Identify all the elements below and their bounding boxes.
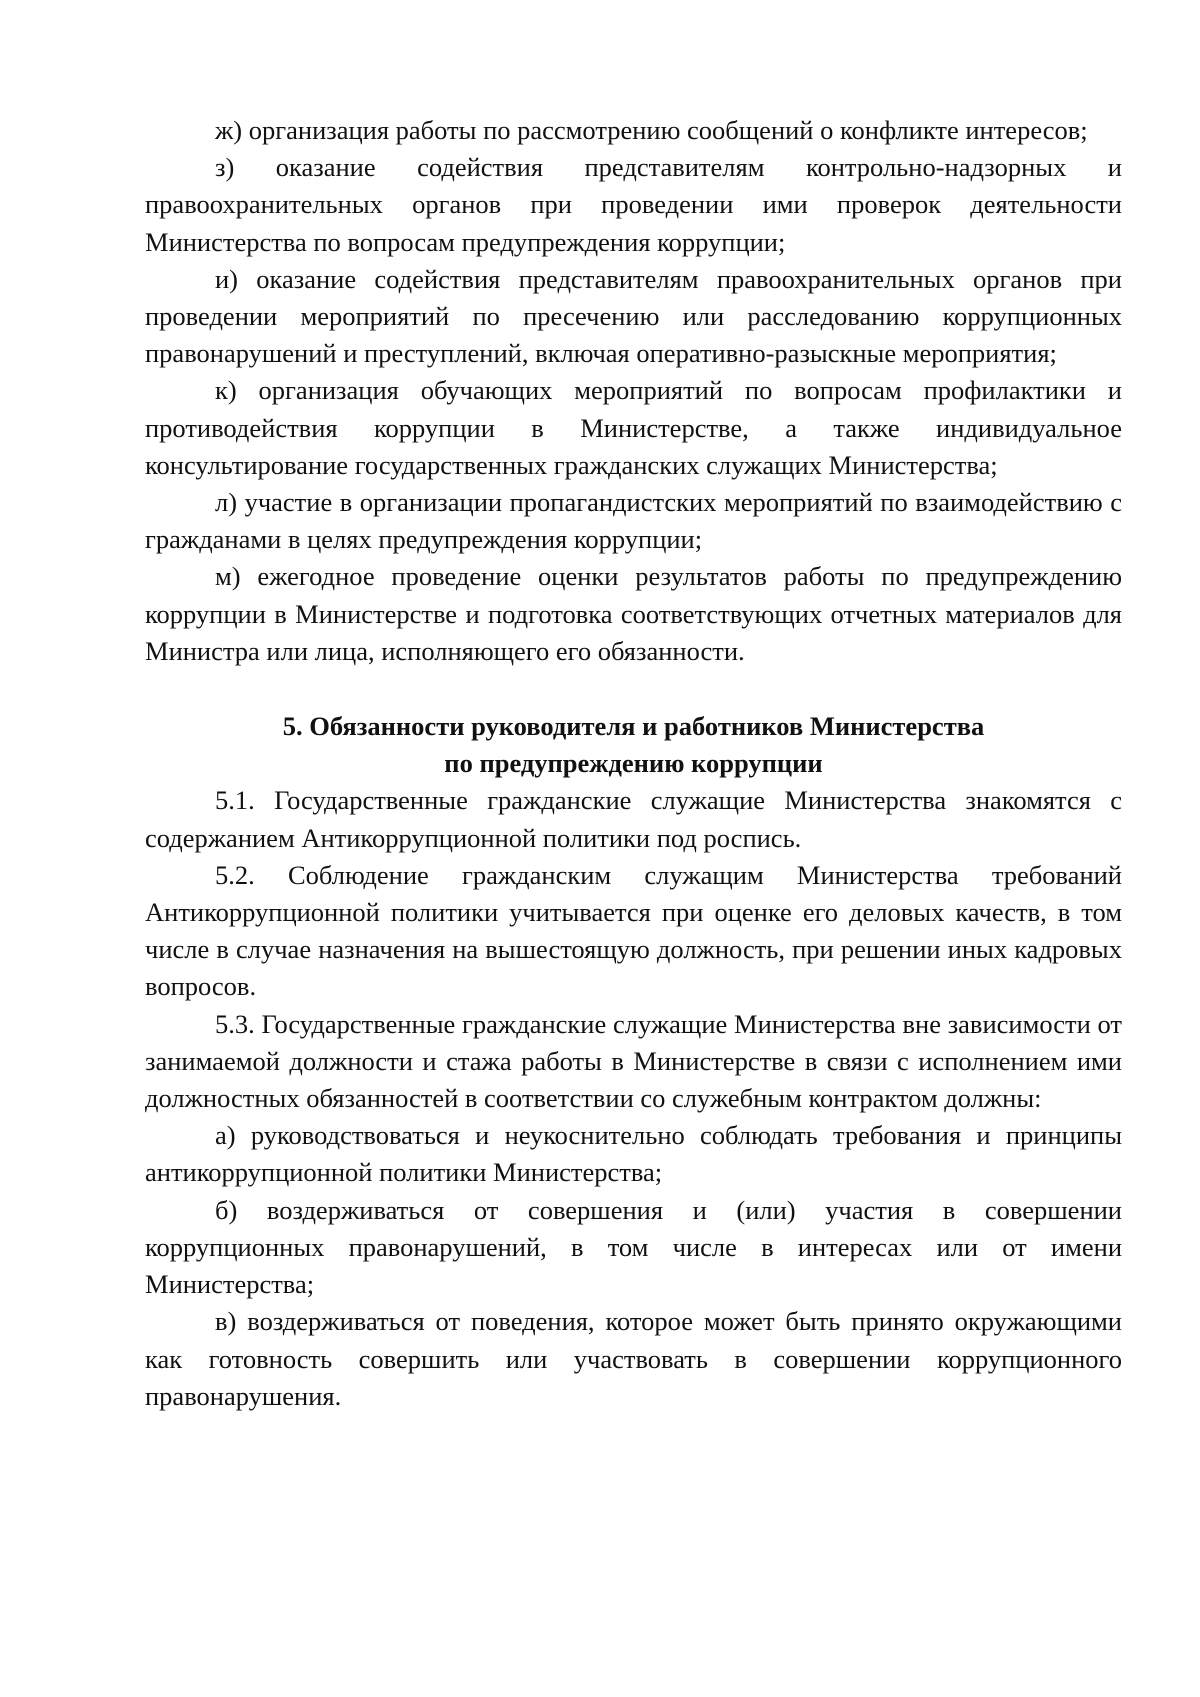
section-5-heading [145, 708, 1122, 782]
list-item-v: в) воздерживаться от поведения, которое может быть принято окружающими как готовность совершить или участвовать в совершении коррупционного правонарушения. [145, 1306, 1122, 1411]
paragraph-5-3: 5.3. Государственные гражданские служащие Министерства вне зависимости от занимаемой должности и стажа работы в Министерстве в связи с исполнением ими должностных обязанностей в соответствии со служебным контрактом должны: [145, 1008, 1122, 1114]
paragraph-5-2: 5.2. Соблюдение гражданским служащим Министерства требований Антикоррупционной политики учитывается при оценке его деловых качеств, в том числе в случае назначения на вышестоящую должность, при решении иных кадровых вопросов. [145, 859, 1122, 1002]
list-item-k: к) организация обучающих мероприятий по вопросам профилактики и противодействия коррупции в Министерстве, а также индивидуальное консультирование государственных гражданских служащих Министерства; [145, 375, 1122, 480]
list-item-b: б) воздерживаться от совершения и (или) участия в совершении коррупционных правонарушений, в том числе в интересах или от имени Министерства; [145, 1194, 1122, 1300]
section-5-heading-line-2: по предупреждению коррупции [444, 748, 823, 779]
document-body [145, 112, 1122, 1415]
list-item-m: м) ежегодное проведение оценки результатов работы по предупреждению коррупции в Министерстве и подготовка соответствующих отчетных материалов для Министра или лица, исполняющего его обязанности. [145, 561, 1122, 666]
list-item-l: л) участие в организации пропагандистских мероприятий по взаимодействию с гражданами в целях предупреждения коррупции; [145, 487, 1122, 555]
list-item-zh: ж) организация работы по рассмотрению сообщений о конфликте интересов; [215, 115, 1088, 145]
list-item-i: и) оказание содействия представителям правоохранительных органов при проведении мероприятий по пресечению или расследованию коррупционных правонарушений и преступлений, включая оперативно-разыскные мероприятия; [145, 263, 1122, 369]
section-5-heading-line-1: 5. Обязанности руководителя и работников Министерства [282, 711, 985, 742]
paragraph-5-1: 5.1. Государственные гражданские служащие Министерства знакомятся с содержанием Антикоррупционной политики под роспись. [145, 785, 1122, 853]
section-4-continuation [145, 112, 1122, 670]
list-item-z: з) оказание содействия представителям контрольно-надзорных и правоохранительных органов при проведении ими проверок деятельности Министерства по вопросам предупреждения коррупции; [145, 152, 1122, 257]
list-item-a: а) руководствоваться и неукоснительно соблюдать требования и принципы антикоррупционной политики Министерства; [145, 1120, 1122, 1188]
section-5-body [145, 782, 1122, 1414]
